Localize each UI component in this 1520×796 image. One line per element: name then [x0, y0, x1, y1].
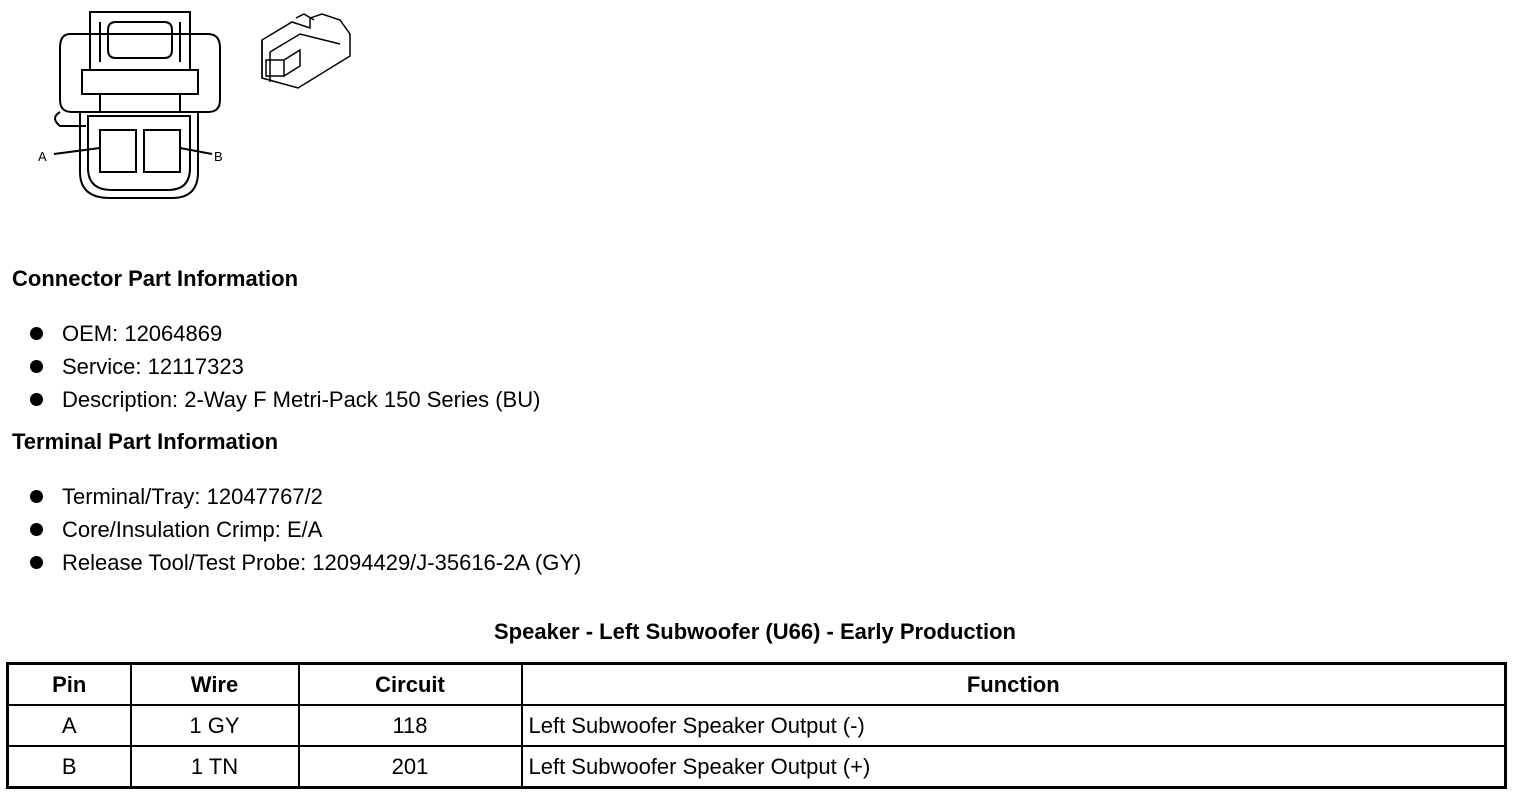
circuit-cell: 201: [299, 746, 522, 788]
bullet-icon: [30, 556, 43, 569]
pinout-table: [6, 662, 1507, 789]
table-header-row: [8, 664, 1506, 706]
bullet-icon: [30, 360, 43, 373]
terminal-info-heading: Terminal Part Information: [12, 429, 279, 454]
connector-info-heading: Connector Part Information: [12, 266, 299, 291]
list-item: Core/Insulation Crimp: E/A: [30, 513, 581, 546]
bullet-icon: [30, 327, 43, 340]
bullet-icon: [30, 523, 43, 536]
column-header-wire: Wire: [131, 664, 299, 706]
table-row: [8, 705, 1506, 746]
function-cell: Left Subwoofer Speaker Output (-): [522, 705, 1506, 746]
table-row: [8, 746, 1506, 788]
pin-label-a: A: [38, 149, 47, 164]
pin-cell: B: [8, 746, 131, 788]
terminal-info-list: [30, 480, 581, 579]
column-header-function: Function: [522, 664, 1506, 706]
column-header-pin: Pin: [8, 664, 131, 706]
list-item: Description: 2-Way F Metri-Pack 150 Series (BU): [30, 383, 540, 416]
list-item: Release Tool/Test Probe: 12094429/J-35616-2A (GY): [30, 546, 581, 579]
bullet-icon: [30, 490, 43, 503]
table-title: Speaker - Left Subwoofer (U66) - Early Production: [494, 619, 1016, 644]
bullet-icon: [30, 393, 43, 406]
pin-label-b: B: [214, 149, 223, 164]
connector-diagram: [0, 0, 380, 230]
wire-cell: 1 TN: [131, 746, 299, 788]
pin-cell: A: [8, 705, 131, 746]
connector-illustration: [0, 0, 380, 230]
connector-info-list: [30, 317, 540, 416]
column-header-circuit: Circuit: [299, 664, 522, 706]
wire-cell: 1 GY: [131, 705, 299, 746]
circuit-cell: 118: [299, 705, 522, 746]
list-item: OEM: 12064869: [30, 317, 540, 350]
function-cell: Left Subwoofer Speaker Output (+): [522, 746, 1506, 788]
list-item: Service: 12117323: [30, 350, 540, 383]
list-item: Terminal/Tray: 12047767/2: [30, 480, 581, 513]
